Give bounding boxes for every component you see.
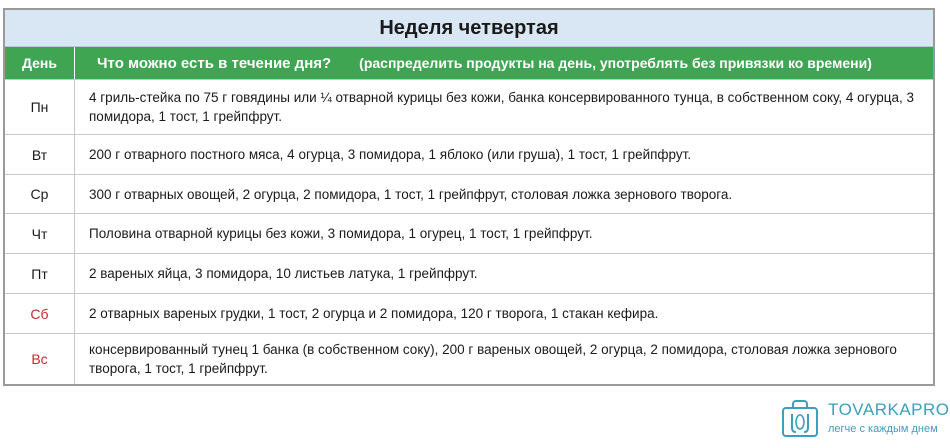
menu-cell: 300 г отварных овощей, 2 огурца, 2 помидора, 1 тост, 1 грейпфрут, столовая ложка зернового творога. — [89, 186, 733, 202]
menu-cell: 4 гриль-стейка по 75 г говядины или ¼ отварной курицы без кожи, банка консервированного тунца, в собственном соку, 4 огурца, 3 помидора, 1 тост, 1 грейпфрут. — [89, 90, 914, 124]
table-row — [5, 79, 933, 134]
table-row — [5, 253, 933, 293]
menu-cell: консервированный тунец 1 банка (в собственном соку), 200 г вареных овощей, 2 огурца, 2 помидора, столовая ложка зернового творога, 1 тост, 1 грейпфрут. — [89, 342, 897, 376]
menu-cell: Половина отварной курицы без кожи, 3 помидора, 1 огурец, 1 тост, 1 грейпфрут. — [89, 226, 593, 241]
brand-name: TOVARKAPRO — [828, 400, 950, 419]
header-day: День — [5, 47, 75, 79]
table-row — [5, 174, 933, 213]
table-row — [5, 333, 933, 384]
brand-slogan: легче с каждым днем — [828, 423, 938, 435]
day-cell: Сб — [5, 294, 75, 333]
day-cell: Ср — [5, 175, 75, 213]
menu-cell: 200 г отварного постного мяса, 4 огурца, 3 помидора, 1 яблоко (или груша), 1 тост, 1 грейпфрут. — [89, 147, 692, 162]
day-cell: Чт — [5, 214, 75, 253]
table-row — [5, 213, 933, 253]
day-cell: Вт — [5, 135, 75, 174]
table-header — [5, 47, 933, 79]
header-note: (распределить продукты на день, употреблять без привязки ко времени) — [359, 55, 872, 71]
day-cell: Вс — [5, 334, 75, 384]
table-row — [5, 134, 933, 174]
header-menu — [75, 47, 933, 79]
package-icon — [780, 400, 820, 438]
tovarkapro-logo — [780, 398, 950, 440]
diet-table — [3, 8, 935, 386]
menu-cell: 2 вареных яйца, 3 помидора, 10 листьев латука, 1 грейпфрут. — [89, 266, 478, 281]
menu-cell: 2 отварных вареных грудки, 1 тост, 2 огурца и 2 помидора, 120 г творога, 1 стакан кефира. — [89, 306, 659, 321]
day-cell: Пн — [5, 80, 75, 134]
header-question: Что можно есть в течение дня? — [97, 54, 332, 72]
table-title: Неделя четвертая — [5, 10, 933, 47]
day-cell: Пт — [5, 254, 75, 293]
table-row — [5, 293, 933, 333]
